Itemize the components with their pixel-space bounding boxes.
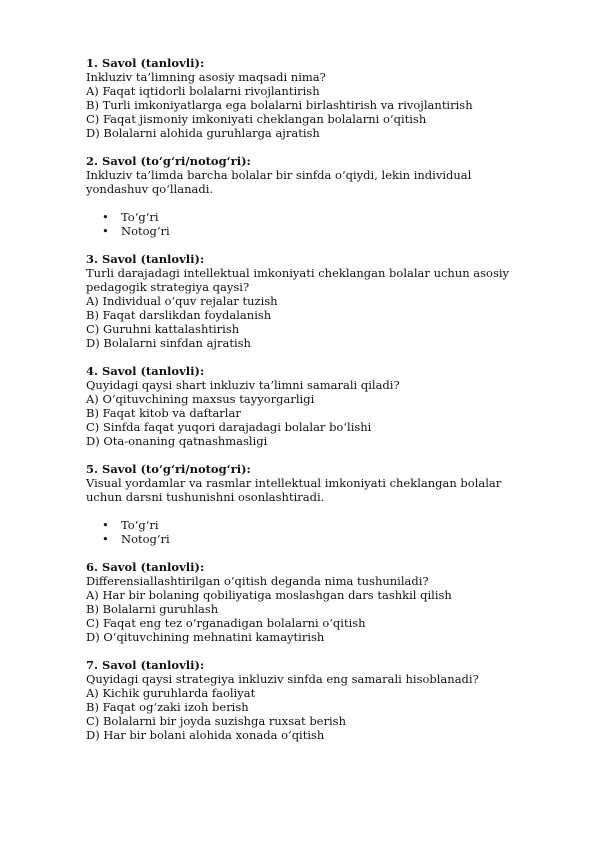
choice-label: To‘g‘ri	[121, 210, 159, 224]
question-text-line: Inkluziv ta’limda barcha bolalar bir sinfda o‘qiydi, lekin individual	[86, 168, 472, 182]
option-c: C) Faqat eng tez o‘rganadigan bolalarni o‘qitish	[86, 616, 366, 630]
option-b: B) Faqat og‘zaki izoh berish	[86, 700, 249, 714]
document-page	[86, 56, 546, 756]
question-text-line: pedagogik strategiya qaysi?	[86, 280, 250, 294]
option-b: B) Turli imkoniyatlarga ega bolalarni birlashtirish va rivojlantirish	[86, 98, 473, 112]
option-c: C) Sinfda faqat yuqori darajadagi bolalar bo‘lishi	[86, 420, 372, 434]
bullet-icon: •	[102, 532, 109, 546]
option-a: A) O‘qituvchining maxsus tayyorgarligi	[86, 392, 315, 406]
choice-label: To‘g‘ri	[121, 518, 159, 532]
question-text-line: uchun darsni tushunishni osonlashtiradi.	[86, 490, 325, 504]
question-3	[86, 252, 546, 350]
question-text: Quyidagi qaysi strategiya inkluziv sinfda eng samarali hisoblanadi?	[86, 672, 479, 686]
option-a: A) Individual o‘quv rejalar tuzish	[86, 294, 278, 308]
choice-label: Notog‘ri	[121, 224, 170, 238]
question-title: 3. Savol (tanlovli):	[86, 252, 205, 266]
question-text: Differensiallashtirilgan o‘qitish deganda nima tushuniladi?	[86, 574, 429, 588]
question-title: 6. Savol (tanlovli):	[86, 560, 205, 574]
question-7	[86, 658, 546, 742]
bullet-icon: •	[102, 210, 109, 224]
option-b: B) Faqat kitob va daftarlar	[86, 406, 241, 420]
option-a: A) Kichik guruhlarda faoliyat	[86, 686, 256, 700]
question-text-line: Visual yordamlar va rasmlar intellektual imkoniyati cheklangan bolalar	[86, 476, 502, 490]
true-false-list	[86, 210, 546, 238]
question-text-line: Turli darajadagi intellektual imkoniyati cheklangan bolalar uchun asosiy	[86, 266, 510, 280]
option-d: D) Ota-onaning qatnashmasligi	[86, 434, 268, 448]
option-b: B) Faqat darslikdan foydalanish	[86, 308, 272, 322]
question-6	[86, 560, 546, 644]
choice-false	[86, 532, 546, 546]
option-d: D) O‘qituvchining mehnatini kamaytirish	[86, 630, 325, 644]
option-d: D) Bolalarni alohida guruhlarga ajratish	[86, 126, 320, 140]
question-2	[86, 154, 546, 238]
question-text: Inkluziv ta’limning asosiy maqsadi nima?	[86, 70, 326, 84]
option-d: D) Bolalarni sinfdan ajratish	[86, 336, 251, 350]
choice-true	[86, 210, 546, 224]
question-title: 4. Savol (tanlovli):	[86, 364, 205, 378]
option-a: A) Har bir bolaning qobiliyatiga moslashgan dars tashkil qilish	[86, 588, 452, 602]
option-b: B) Bolalarni guruhlash	[86, 602, 219, 616]
choice-false	[86, 224, 546, 238]
question-title: 2. Savol (to‘g‘ri/notog‘ri):	[86, 154, 251, 168]
question-4	[86, 364, 546, 448]
choice-true	[86, 518, 546, 532]
question-text: Quyidagi qaysi shart inkluziv ta’limni samarali qiladi?	[86, 378, 400, 392]
option-c: C) Faqat jismoniy imkoniyati cheklangan bolalarni o‘qitish	[86, 112, 427, 126]
option-d: D) Har bir bolani alohida xonada o‘qitish	[86, 728, 325, 742]
choice-label: Notog‘ri	[121, 532, 170, 546]
true-false-list	[86, 518, 546, 546]
bullet-icon: •	[102, 224, 109, 238]
question-text-line: yondashuv qo‘llanadi.	[86, 182, 214, 196]
option-c: C) Bolalarni bir joyda suzishga ruxsat berish	[86, 714, 346, 728]
question-title: 1. Savol (tanlovli):	[86, 56, 205, 70]
question-1	[86, 56, 546, 140]
question-5	[86, 462, 546, 546]
option-a: A) Faqat iqtidorli bolalarni rivojlantirish	[86, 84, 320, 98]
question-title: 5. Savol (to‘g‘ri/notog‘ri):	[86, 462, 251, 476]
question-title: 7. Savol (tanlovli):	[86, 658, 205, 672]
option-c: C) Guruhni kattalashtirish	[86, 322, 240, 336]
bullet-icon: •	[102, 518, 109, 532]
